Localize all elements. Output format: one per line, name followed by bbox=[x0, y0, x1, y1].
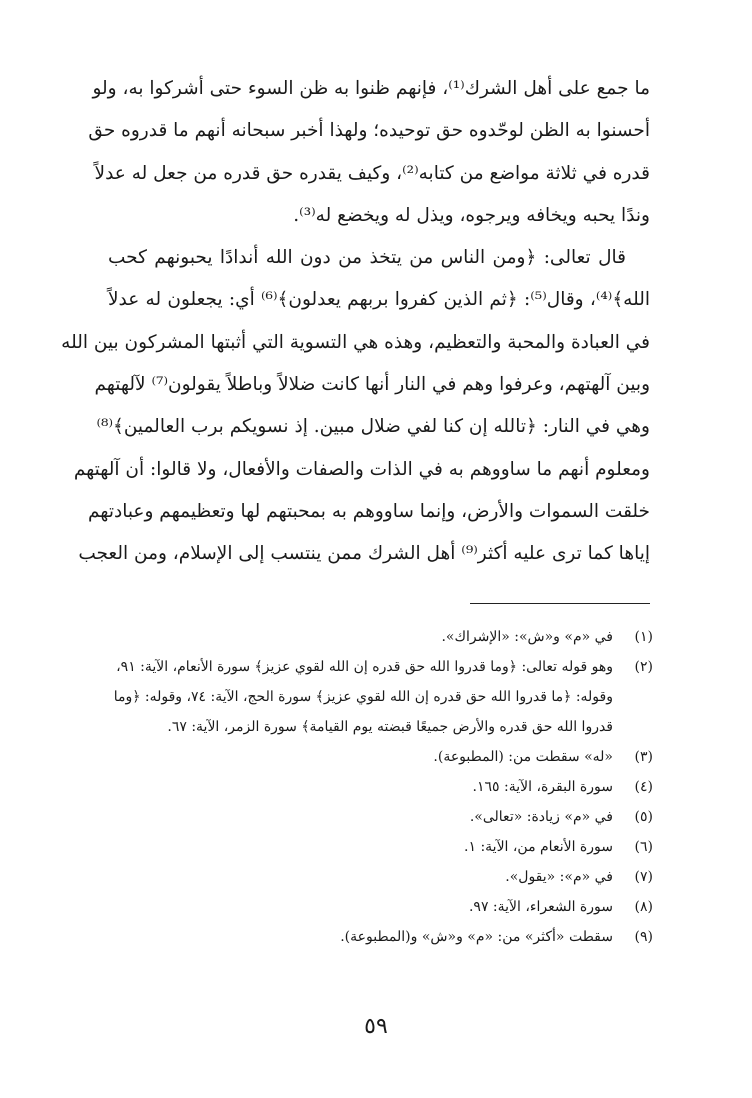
footnote-line: قدروا الله حق قدره والأرض جميعًا قبضته يوم القيامة﴾ سورة الزمر، الآية: ٦٧. bbox=[167, 719, 613, 735]
footnote bbox=[108, 892, 653, 922]
footnote-text: في «م» و«ش»: «الإشراك». bbox=[441, 629, 613, 645]
footnote-number: (٤) bbox=[634, 779, 653, 795]
footnote-text: سورة الأنعام من، الآية: ١. bbox=[464, 839, 613, 855]
text-line: ومعلوم أنهم ما ساووهم به في الذات والصفات والأفعال، ولا قالوا: أن آلهتهم bbox=[73, 458, 650, 480]
footnote-text: في «م»: «يقول». bbox=[505, 869, 613, 885]
footnote-text: سورة البقرة، الآية: ١٦٥. bbox=[472, 779, 613, 795]
text-line: ما جمع على أهل الشرك⁽¹⁾، فإنهم ظنوا به ظن السوء حتى أشركوا به، ولو bbox=[92, 78, 650, 99]
main-text bbox=[61, 68, 650, 576]
footnote bbox=[108, 772, 653, 802]
text-line: الله﴾⁽⁴⁾، وقال⁽⁵⁾: ﴿ثم الذين كفروا بربهم يعدلون﴾⁽⁶⁾ أي: يجعلون له عدلاً bbox=[108, 289, 650, 311]
text-line: قدره في ثلاثة مواضع من كتابه⁽²⁾، وكيف يقدره حق قدره من جعل له عدلاً bbox=[94, 162, 650, 184]
text-line: إياها كما ترى عليه أكثر⁽⁹⁾ أهل الشرك ممن ينتسب إلى الإسلام، ومن العجب bbox=[78, 543, 650, 565]
text-line: في العبادة والمحبة والتعظيم، وهذه هي التسوية التي أثبتها المشركون بين الله bbox=[61, 331, 650, 353]
footnote bbox=[108, 622, 653, 652]
footnote bbox=[108, 652, 653, 742]
text-line: وبين آلهتهم، وعرفوا وهم في النار أنها كانت ضلالاً وباطلاً يقولون⁽⁷⁾ لآلهتهم bbox=[94, 374, 650, 396]
footnote-text: «له» سقطت من: (المطبوعة). bbox=[433, 749, 613, 765]
footnotes bbox=[108, 622, 653, 952]
text-line: قال تعالى: ﴿ومن الناس من يتخذ من دون الله أندادًا يحبونهم كحب bbox=[108, 247, 626, 269]
footnote-number: (٣) bbox=[634, 749, 653, 765]
footnote bbox=[108, 802, 653, 832]
footnote-number: (٩) bbox=[634, 929, 653, 945]
footnote-number: (٨) bbox=[634, 899, 653, 915]
footnote-line: وقوله: ﴿ما قدروا الله حق قدره إن الله لقوي عزيز﴾ سورة الحج، الآية: ٧٤، وقوله: ﴿وما bbox=[113, 689, 613, 705]
footnote-text bbox=[108, 652, 613, 742]
footnote-divider bbox=[470, 603, 650, 604]
footnote-text: سورة الشعراء، الآية: ٩٧. bbox=[468, 899, 613, 915]
footnote-line: وهو قوله تعالى: ﴿وما قدروا الله حق قدره إن الله لقوي عزيز﴾ سورة الأنعام، الآية: ٩١، bbox=[116, 659, 613, 675]
footnote-number: (٢) bbox=[634, 659, 653, 675]
footnote bbox=[108, 922, 653, 952]
footnote-number: (٧) bbox=[634, 869, 653, 885]
footnote-text: سقطت «أكثر» من: «م» و«ش» و(المطبوعة). bbox=[340, 929, 613, 945]
footnote-number: (١) bbox=[634, 629, 653, 645]
footnote-number: (٥) bbox=[634, 809, 653, 825]
text-line: وندًا يحبه ويخافه ويرجوه، ويذل له ويخضع له⁽³⁾. bbox=[293, 204, 650, 226]
text-line: وهي في النار: ﴿تالله إن كنا لفي ضلال مبين. إذ نسويكم برب العالمين﴾⁽⁸⁾ bbox=[96, 416, 650, 438]
footnote bbox=[108, 832, 653, 862]
text-line: خلقت السموات والأرض، وإنما ساووهم به بمحبتهم لها وتعظيمهم وعبادتهم bbox=[87, 500, 650, 522]
footnote-text: في «م» زيادة: «تعالى». bbox=[469, 809, 613, 825]
text-line: أحسنوا به الظن لوحّدوه حق توحيده؛ ولهذا أخبر سبحانه أنهم ما قدروه حق bbox=[88, 120, 650, 142]
page-number: ٥٩ bbox=[364, 1014, 388, 1039]
footnote-number: (٦) bbox=[634, 839, 653, 855]
footnote bbox=[108, 862, 653, 892]
footnote bbox=[108, 742, 653, 772]
